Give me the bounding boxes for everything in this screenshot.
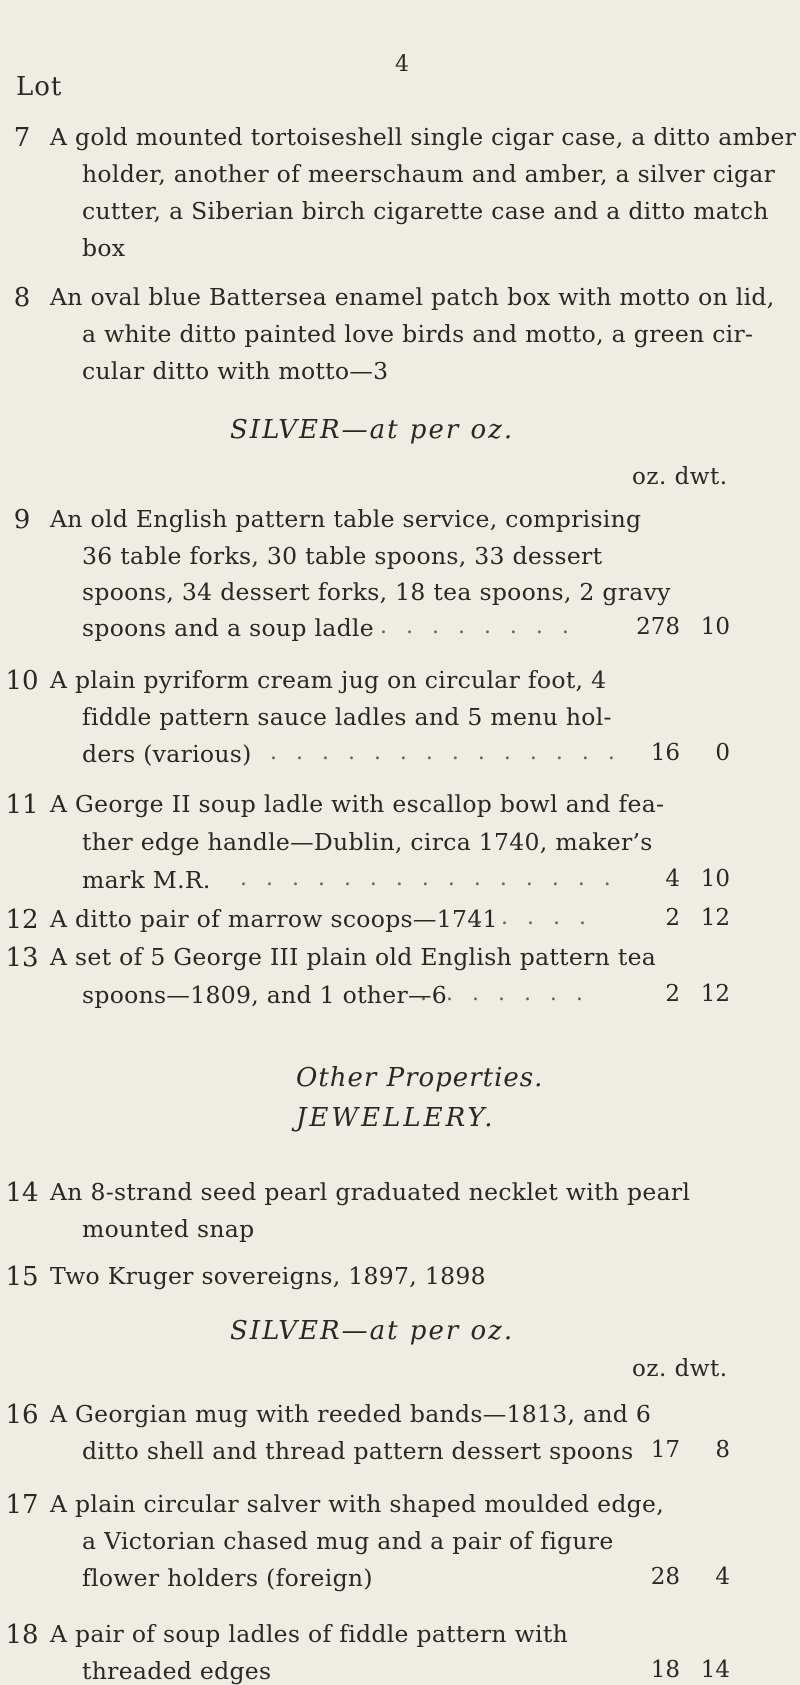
lot-description-line: mounted snap bbox=[82, 1215, 255, 1243]
lot-column-header: Lot bbox=[16, 72, 63, 102]
lot-description-line: spoons—1809, and 1 other—6 bbox=[82, 981, 448, 1009]
lot-number: 14 bbox=[5, 1178, 39, 1208]
dot-leader: . . . . . . . . . . . . . . bbox=[270, 740, 621, 765]
lot-description-line: threaded edges bbox=[82, 1657, 272, 1685]
lot-number: 11 bbox=[5, 790, 39, 820]
lot-number: 15 bbox=[5, 1262, 39, 1292]
weight-dwt: 8 bbox=[715, 1437, 730, 1463]
lot-description-line: cular ditto with motto—3 bbox=[82, 357, 389, 385]
lot-description-line: spoons, 34 dessert forks, 18 tea spoons, 2 gravy bbox=[82, 578, 671, 606]
lot-number: 9 bbox=[13, 505, 31, 535]
dot-leader: . . . . . bbox=[475, 905, 592, 930]
lot-description-line: mark M.R. bbox=[82, 866, 211, 894]
lot-description-line: A ditto pair of marrow scoops—1741 bbox=[50, 905, 498, 933]
lot-description-line: An old English pattern table service, comprising bbox=[50, 505, 642, 533]
lot-description-line: a Victorian chased mug and a pair of figure bbox=[82, 1527, 614, 1555]
weight-oz: 4 bbox=[665, 866, 680, 892]
lot-description-line: a white ditto painted love birds and motto, a green cir- bbox=[82, 320, 754, 348]
lot-description-line: cutter, a Siberian birch cigarette case and a ditto match bbox=[82, 197, 769, 225]
weight-dwt: 12 bbox=[700, 905, 730, 931]
lot-description-line: A plain pyriform cream jug on circular foot, 4 bbox=[50, 666, 607, 694]
lot-description-line: ther edge handle—Dublin, circa 1740, maker’s bbox=[82, 828, 653, 856]
lot-description-line: An oval blue Battersea enamel patch box with motto on lid, bbox=[50, 283, 775, 311]
section-heading-other-properties: Other Properties. bbox=[296, 1063, 544, 1093]
weight-units-header: oz. dwt. bbox=[632, 464, 728, 490]
lot-description-line: A George II soup ladle with escallop bowl and fea- bbox=[50, 790, 665, 818]
weight-oz: 278 bbox=[636, 614, 680, 640]
dot-leader: . . . . . . . . . . . . . . . bbox=[240, 866, 617, 891]
lot-description-line: A pair of soup ladles of fiddle pattern with bbox=[50, 1620, 569, 1648]
lot-description-line: box bbox=[82, 234, 126, 262]
dot-leader: . . . . . . . bbox=[420, 981, 589, 1006]
lot-number: 16 bbox=[5, 1400, 39, 1430]
lot-description-line: 36 table forks, 30 table spoons, 33 dessert bbox=[82, 542, 603, 570]
section-heading-silver: SILVER—at per oz. bbox=[230, 415, 515, 445]
lot-number: 12 bbox=[5, 905, 39, 935]
lot-description-line: holder, another of meerschaum and amber, a silver cigar bbox=[82, 160, 776, 188]
weight-units-header: oz. dwt. bbox=[632, 1356, 728, 1382]
lot-number: 18 bbox=[5, 1620, 39, 1650]
section-heading-silver: SILVER—at per oz. bbox=[230, 1316, 515, 1346]
weight-oz: 2 bbox=[665, 981, 680, 1007]
weight-dwt: 10 bbox=[700, 614, 730, 640]
weight-dwt: 10 bbox=[700, 866, 730, 892]
weight-oz: 16 bbox=[650, 740, 680, 766]
lot-description-line: A plain circular salver with shaped moulded edge, bbox=[50, 1490, 665, 1518]
lot-description-line: flower holders (foreign) bbox=[82, 1564, 373, 1592]
weight-oz: 17 bbox=[650, 1437, 680, 1463]
lot-description-line: An 8-strand seed pearl graduated necklet with pearl bbox=[50, 1178, 691, 1206]
weight-dwt: 12 bbox=[700, 981, 730, 1007]
lot-description-line: fiddle pattern sauce ladles and 5 menu hol- bbox=[82, 703, 612, 731]
weight-dwt: 0 bbox=[715, 740, 730, 766]
dot-leader: . . . . . . . . bbox=[380, 614, 575, 639]
page-number: 4 bbox=[395, 52, 409, 77]
weight-oz: 2 bbox=[665, 905, 680, 931]
lot-number: 7 bbox=[13, 123, 31, 153]
lot-description-line: ders (various) bbox=[82, 740, 252, 768]
lot-description-line: Two Kruger sovereigns, 1897, 1898 bbox=[50, 1262, 486, 1290]
weight-oz: 18 bbox=[650, 1657, 680, 1683]
lot-description-line: A Georgian mug with reeded bands—1813, and 6 bbox=[50, 1400, 652, 1428]
lot-number: 13 bbox=[5, 943, 39, 973]
weight-oz: 28 bbox=[650, 1564, 680, 1590]
lot-description-line: spoons and a soup ladle bbox=[82, 614, 374, 642]
weight-dwt: 4 bbox=[715, 1564, 730, 1590]
lot-number: 17 bbox=[5, 1490, 39, 1520]
lot-number: 8 bbox=[13, 283, 31, 313]
section-heading-jewellery: JEWELLERY. bbox=[296, 1103, 496, 1133]
weight-dwt: 14 bbox=[700, 1657, 730, 1683]
lot-description-line: ditto shell and thread pattern dessert spoons bbox=[82, 1437, 634, 1465]
lot-number: 10 bbox=[5, 666, 39, 696]
lot-description-line: A gold mounted tortoiseshell single cigar case, a ditto amber bbox=[50, 123, 797, 151]
lot-description-line: A set of 5 George III plain old English pattern tea bbox=[50, 943, 657, 971]
